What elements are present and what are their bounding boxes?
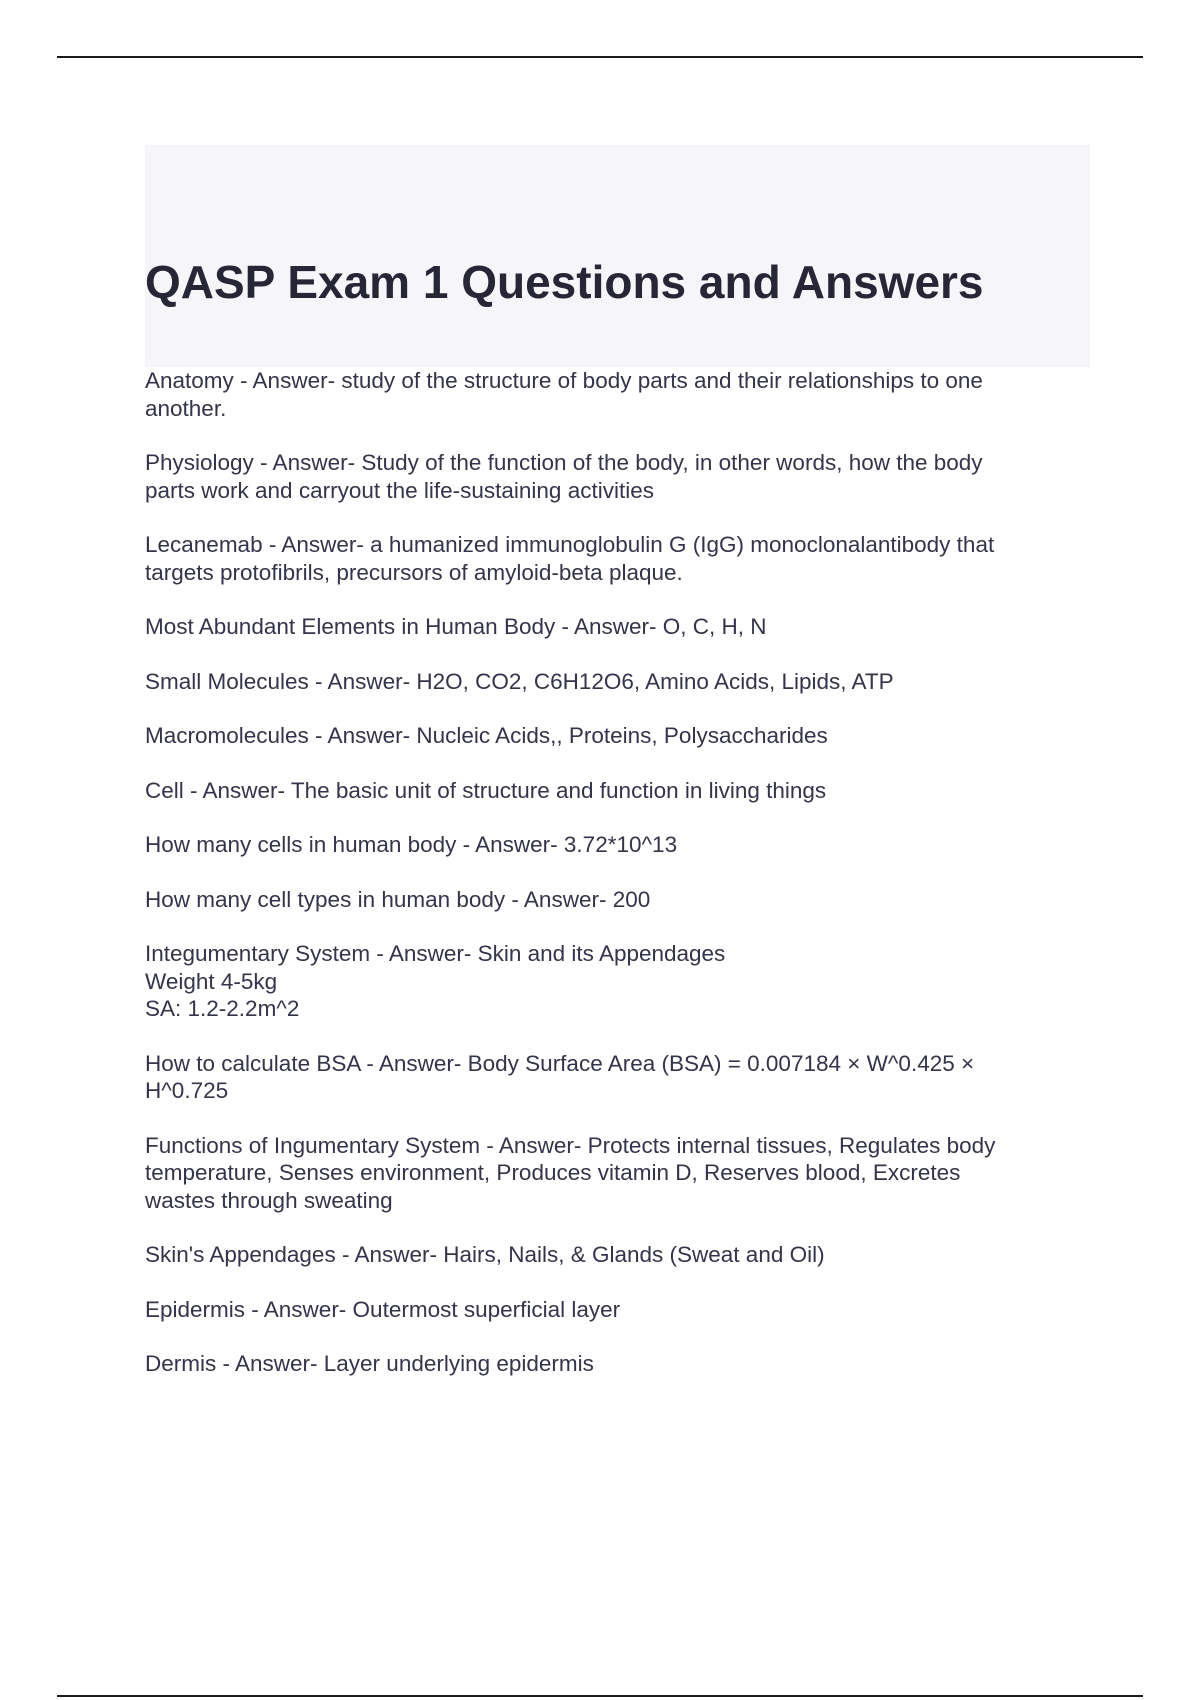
- qa-line: Weight 4-5kg: [145, 968, 278, 994]
- qa-line: targets protofibrils, precursors of amyloid-beta plaque.: [145, 559, 683, 585]
- qa-item: [145, 777, 1090, 805]
- qa-item: [145, 1296, 1090, 1324]
- qa-line: Skin's Appendages - Answer- Hairs, Nails, & Glands (Sweat and Oil): [145, 1242, 825, 1267]
- qa-list: [145, 367, 1090, 1405]
- page-title: QASP Exam 1 Questions and Answers: [145, 256, 984, 308]
- qa-line: Most Abundant Elements in Human Body - Answer- O, C, H, N: [145, 614, 767, 639]
- qa-line: Anatomy - Answer- study of the structure of body parts and their relationships to one: [145, 368, 983, 393]
- qa-line: temperature, Senses environment, Produces vitamin D, Reserves blood, Excretes: [145, 1160, 961, 1185]
- qa-item: [145, 367, 1090, 422]
- qa-line: SA: 1.2-2.2m^2: [145, 996, 300, 1021]
- qa-line: Epidermis - Answer- Outermost superficial layer: [145, 1296, 621, 1322]
- qa-line: H^0.725: [145, 1078, 229, 1103]
- qa-item: [145, 1241, 1090, 1269]
- qa-line: Dermis - Answer- Layer underlying epidermis: [145, 1351, 594, 1376]
- qa-line: Functions of Ingumentary System - Answer- Protects internal tissues, Regulates body: [145, 1132, 996, 1158]
- top-divider: [57, 56, 1143, 58]
- qa-line: Macromolecules - Answer- Nucleic Acids,, Proteins, Polysaccharides: [145, 723, 828, 748]
- qa-item: [145, 886, 1090, 914]
- qa-item: [145, 668, 1090, 696]
- qa-item: [145, 1132, 1090, 1215]
- qa-item: [145, 722, 1090, 750]
- bottom-divider: [57, 1695, 1143, 1697]
- qa-line: How to calculate BSA - Answer- Body Surface Area (BSA) = 0.007184 × W^0.425 ×: [145, 1050, 975, 1076]
- qa-item: [145, 613, 1090, 641]
- qa-line: parts work and carryout the life-sustaining activities: [145, 477, 654, 503]
- qa-line: Lecanemab - Answer- a humanized immunoglobulin G (IgG) monoclonalantibody that: [145, 532, 995, 557]
- qa-line: How many cell types in human body - Answer- 200: [145, 886, 651, 912]
- qa-line: Integumentary System - Answer- Skin and its Appendages: [145, 941, 726, 966]
- qa-line: Small Molecules - Answer- H2O, CO2, C6H12O6, Amino Acids, Lipids, ATP: [145, 668, 894, 694]
- qa-item: [145, 1050, 1090, 1105]
- qa-line: Physiology - Answer- Study of the function of the body, in other words, how the body: [145, 450, 983, 475]
- qa-item: [145, 449, 1090, 504]
- qa-item: [145, 940, 1090, 1023]
- title-banner: [145, 145, 1090, 367]
- qa-line: another.: [145, 395, 227, 421]
- qa-line: Cell - Answer- The basic unit of structure and function in living things: [145, 777, 827, 803]
- qa-line: wastes through sweating: [145, 1187, 393, 1213]
- qa-line: How many cells in human body - Answer- 3.72*10^13: [145, 832, 678, 857]
- qa-item: [145, 531, 1090, 586]
- qa-item: [145, 1350, 1090, 1378]
- qa-item: [145, 831, 1090, 859]
